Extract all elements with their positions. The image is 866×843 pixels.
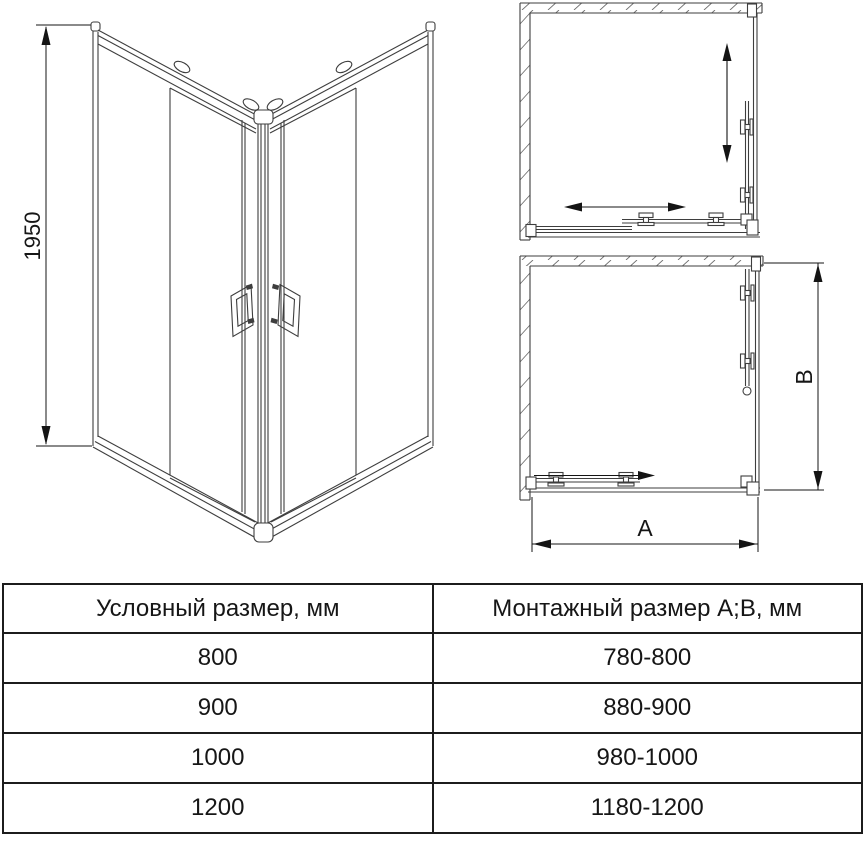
slide-direction-arrows xyxy=(564,43,732,212)
table-row xyxy=(3,633,862,683)
mounting-size-cell: 1180-1200 xyxy=(433,783,863,833)
arrow-right-icon xyxy=(668,203,686,212)
arrow-down-icon xyxy=(814,471,823,489)
arrow-left-icon xyxy=(533,540,551,549)
top-rail-left xyxy=(98,30,258,133)
width-dimension-label: A xyxy=(637,515,653,541)
size-table xyxy=(2,583,863,834)
nominal-size-cell: 1000 xyxy=(3,733,433,783)
right-wall-profile xyxy=(426,22,435,446)
arrow-left-icon xyxy=(564,203,582,212)
wall-hatching-bottom xyxy=(520,256,763,500)
arrow-down-icon xyxy=(42,426,51,445)
arrow-right-icon xyxy=(739,540,757,549)
corner-post xyxy=(254,110,273,529)
nominal-size-cell: 900 xyxy=(3,683,433,733)
bottom-panel-plan xyxy=(526,213,760,237)
arrow-up-icon xyxy=(723,43,732,61)
arrow-up-icon xyxy=(42,26,51,45)
height-dimension xyxy=(20,25,92,446)
depth-dimension xyxy=(764,263,824,490)
table-row xyxy=(3,733,862,783)
roller-brackets xyxy=(172,59,353,112)
mounting-size-cell: 880-900 xyxy=(433,683,863,733)
right-panel-plan xyxy=(741,4,759,235)
size-table-header-row xyxy=(3,584,862,633)
left-wall-profile xyxy=(91,22,100,446)
mounting-size-cell: 780-800 xyxy=(433,633,863,683)
column-header-mounting-size: Монтажный размер А;В, мм xyxy=(433,584,863,633)
right-panel-install xyxy=(741,257,761,495)
plan-view-top xyxy=(520,3,762,240)
height-dimension-label: 1950 xyxy=(20,211,45,261)
bottom-rail xyxy=(93,436,433,542)
table-row xyxy=(3,783,862,833)
plan-view-installation xyxy=(520,256,824,552)
nominal-size-cell: 800 xyxy=(3,633,433,683)
nominal-size-cell: 1200 xyxy=(3,783,433,833)
front-view xyxy=(20,22,435,542)
arrow-right-icon xyxy=(638,471,655,480)
top-rail-right xyxy=(268,30,428,133)
door-handle-left xyxy=(231,284,255,337)
table-row xyxy=(3,683,862,733)
depth-dimension-label: B xyxy=(791,369,817,385)
width-dimension xyxy=(532,497,758,552)
column-header-nominal-size: Условный размер, мм xyxy=(3,584,433,633)
mounting-size-cell: 980-1000 xyxy=(433,733,863,783)
arrow-down-icon xyxy=(723,145,732,163)
door-handle-right xyxy=(271,284,301,337)
arrow-up-icon xyxy=(814,264,823,282)
glass-panel-edges xyxy=(170,88,356,522)
bottom-panel-install xyxy=(526,471,760,492)
wall-hatching-top xyxy=(520,3,762,240)
